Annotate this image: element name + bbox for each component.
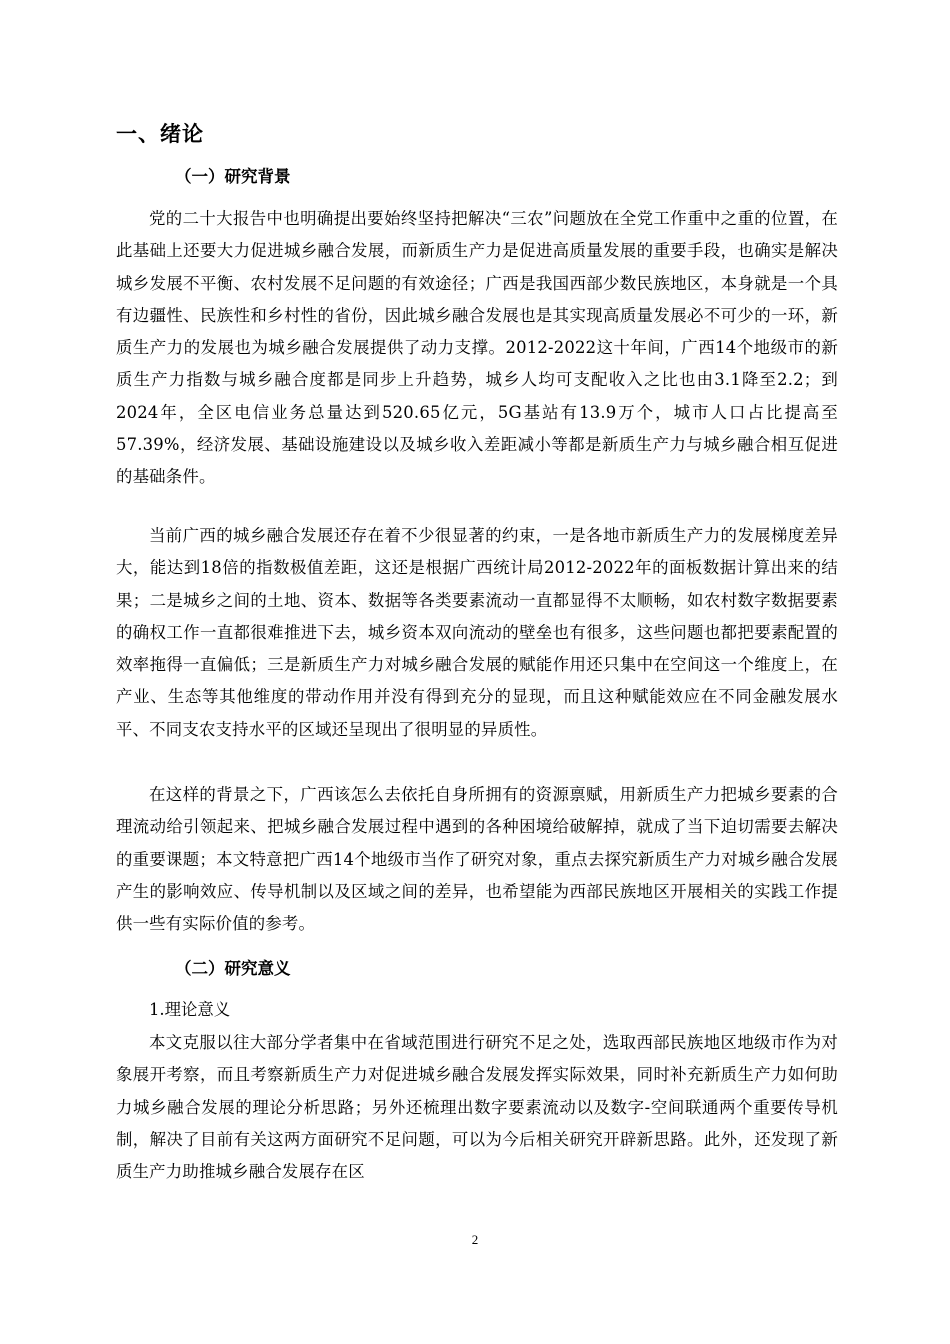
- section-heading-background: （一）研究背景: [175, 167, 291, 186]
- page-number: 2: [471, 1232, 479, 1247]
- subheading-theoretical: 1.理论意义: [149, 1000, 231, 1019]
- paragraph-theoretical: 本文克服以往大部分学者集中在省域范围进行研究不足之处，选取西部民族地区地级市作为对象展开考察，而且考察新质生产力对促进城乡融合发展发挥实际效果，同时补充新质生产力如何助力城乡融合发展的理论分析思路；另外还梳理出数字要素流动以及数字-空间联通两个重要传导机制，解决了目前有关这两方面研究不足问题，可以为今后相关研究开辟新思路。此外，还发现了新质生产力助推城乡融合发展存在区: [116, 1033, 838, 1182]
- section-heading-significance: （二）研究意义: [175, 959, 291, 978]
- paragraph-background-1: 党的二十大报告中也明确提出要始终坚持把解决“三农”问题放在全党工作重中之重的位置，在此基础上还要大力促进城乡融合发展，而新质生产力是促进高质量发展的重要手段，也确实是解决城乡发展不平衡、农村发展不足问题的有效途径；广西是我国西部少数民族地区，本身就是一个具有边疆性、民族性和乡村性的省份，因此城乡融合发展也是其实现高质量发展必不可少的一环，新质生产力的发展也为城乡融合发展提供了动力支撑。2012-2022这十年间，广西14个地级市的新质生产力指数与城乡融合度都是同步上升趋势，城乡人均可支配收入之比也由3.1降至2.2；到2024年，全区电信业务总量达到520.65亿元，5G基站有13.9万个，城市人口占比提高至57.39%，经济发展、基础设施建设以及城乡收入差距减小等都是新质生产力与城乡融合相互促进的基础条件。: [116, 209, 838, 487]
- chapter-heading: 一、绪论: [116, 122, 204, 146]
- paragraph-background-2: 当前广西的城乡融合发展还存在着不少很显著的约束，一是各地市新质生产力的发展梯度差异大，能达到18倍的指数极值差距，这还是根据广西统计局2012-2022年的面板数据计算出来的结果；二是城乡之间的土地、资本、数据等各类要素流动一直都显得不太顺畅，如农村数字数据要素的确权工作一直都很难推进下去，城乡资本双向流动的壁垒也有很多，这些问题也都把要素配置的效率拖得一直偏低；三是新质生产力对城乡融合发展的赋能作用还只集中在空间这一个维度上，在产业、生态等其他维度的带动作用并没有得到充分的显现，而且这种赋能效应在不同金融发展水平、不同支农支持水平的区域还呈现出了很明显的异质性。: [116, 526, 838, 739]
- paragraph-background-3: 在这样的背景之下，广西该怎么去依托自身所拥有的资源禀赋，用新质生产力把城乡要素的合理流动给引领起来、把城乡融合发展过程中遇到的各种困境给破解掉，就成了当下迫切需要去解决的重要课题；本文特意把广西14个地级市当作了研究对象，重点去探究新质生产力对城乡融合发展产生的影响效应、传导机制以及区域之间的差异，也希望能为西部民族地区开展相关的实践工作提供一些有实际价值的参考。: [116, 785, 838, 934]
